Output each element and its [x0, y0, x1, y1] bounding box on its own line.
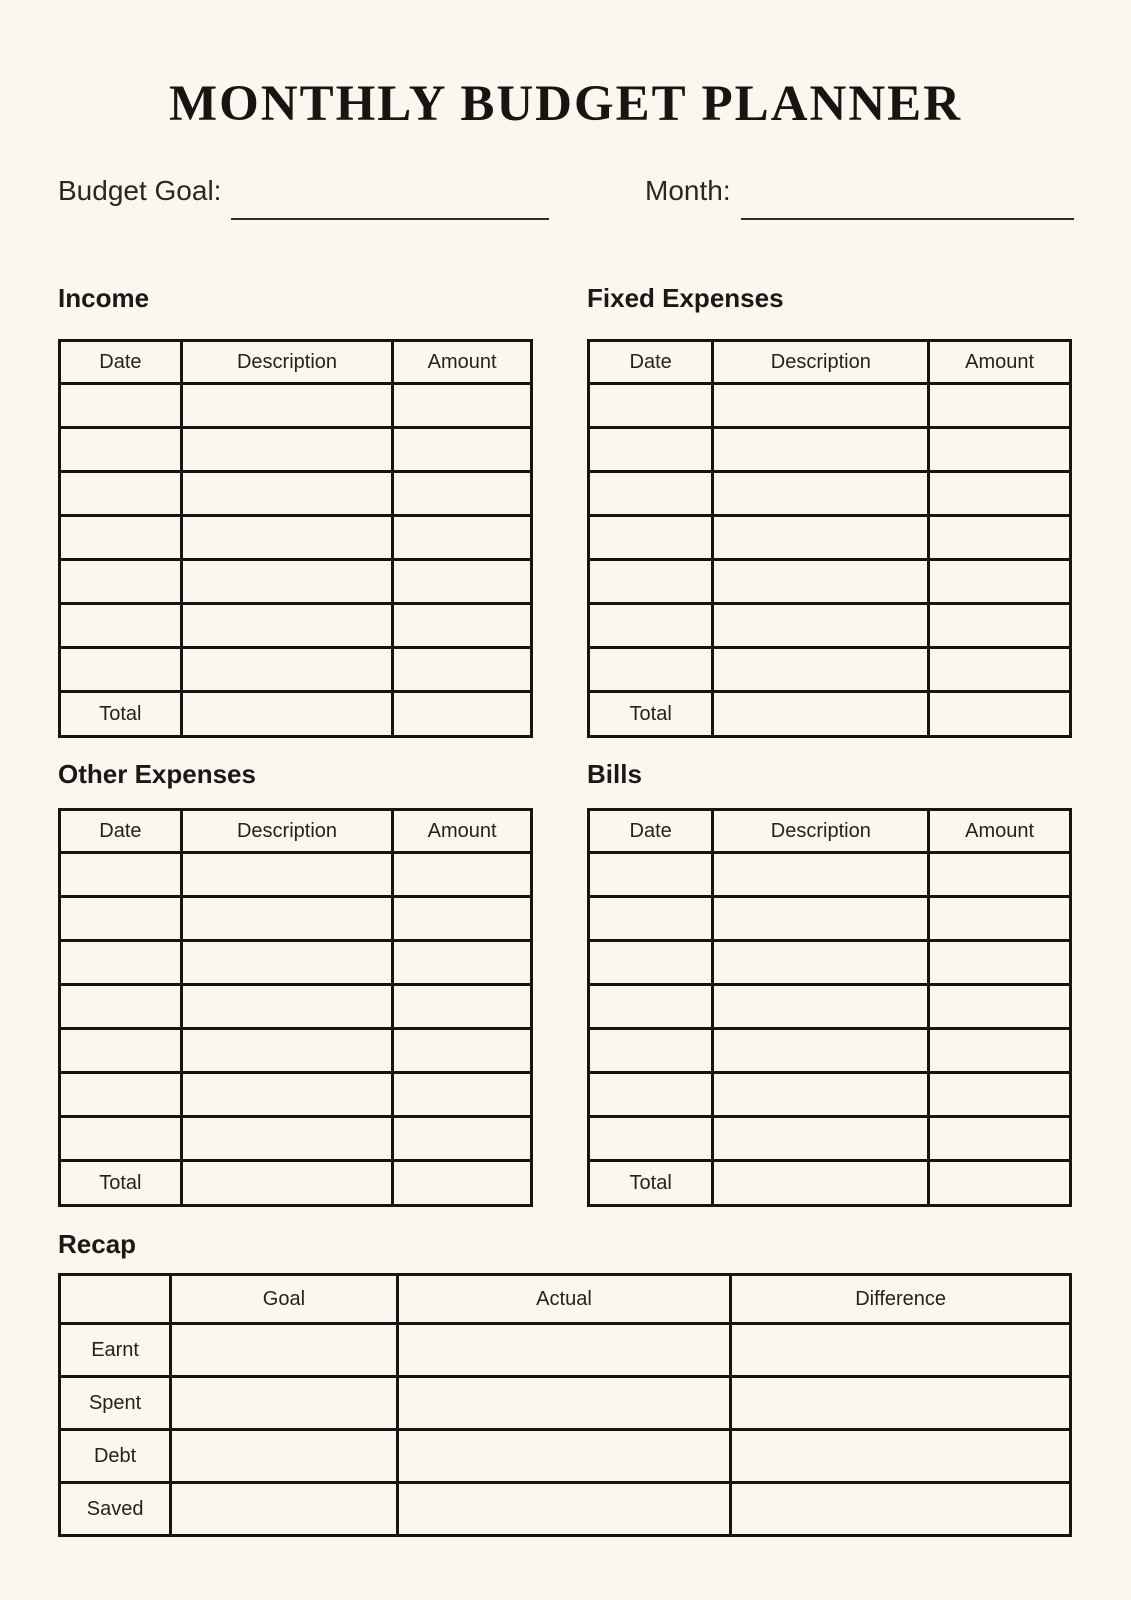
other_expenses-row-4-date-cell[interactable]: [60, 985, 182, 1029]
other_expenses-row-4: [60, 985, 532, 1029]
recap-row-earnt: [60, 1324, 1071, 1377]
bills-row-3-amount-cell[interactable]: [929, 941, 1071, 985]
income-row-1-amount-cell[interactable]: [393, 384, 532, 428]
recap-section: [58, 1228, 1072, 1537]
income-column-header-amount: Amount: [393, 341, 532, 384]
recap-row-debt: [60, 1430, 1071, 1483]
fixed_expenses-total-description-cell[interactable]: [713, 692, 929, 737]
other_expenses-row-4-description-cell[interactable]: [181, 985, 392, 1029]
income-row-5: [60, 560, 532, 604]
bills-table: [587, 808, 1072, 1207]
income-row-3-description-cell[interactable]: [181, 472, 392, 516]
other_expenses-row-3-description-cell[interactable]: [181, 941, 392, 985]
fixed_expenses-row-4: [589, 516, 1071, 560]
income-row-5-date-cell[interactable]: [60, 560, 182, 604]
income-row-2-description-cell[interactable]: [181, 428, 392, 472]
recap-debt-difference-cell[interactable]: [731, 1430, 1071, 1483]
income-row-4: [60, 516, 532, 560]
fixed_expenses-row-4-date-cell[interactable]: [589, 516, 713, 560]
income-section: [58, 282, 533, 738]
bills-total-description-cell[interactable]: [713, 1161, 929, 1206]
income-row-2-amount-cell[interactable]: [393, 428, 532, 472]
bills-row-3: [589, 941, 1071, 985]
other-expenses-table: [58, 808, 533, 1207]
header-fields-row: [58, 174, 1074, 220]
fixed-expenses-heading: Fixed Expenses: [587, 283, 784, 313]
fixed_expenses-row-4-description-cell[interactable]: [713, 516, 929, 560]
recap-row-saved: [60, 1483, 1071, 1536]
fixed_expenses-row-7-amount-cell[interactable]: [929, 648, 1071, 692]
fixed-expenses-table: [587, 339, 1072, 738]
income-column-header-date: Date: [60, 341, 182, 384]
bills-row-4-date-cell[interactable]: [589, 985, 713, 1029]
fixed_expenses-row-6-description-cell[interactable]: [713, 604, 929, 648]
other_expenses-total-row: [60, 1161, 532, 1206]
fixed_expenses-row-7-date-cell[interactable]: [589, 648, 713, 692]
fixed_expenses-row-3-date-cell[interactable]: [589, 472, 713, 516]
bills-row-2-description-cell[interactable]: [713, 897, 929, 941]
income-row-4-date-cell[interactable]: [60, 516, 182, 560]
bills-row-1-date-cell[interactable]: [589, 853, 713, 897]
income-row-1: [60, 384, 532, 428]
income-row-5-description-cell[interactable]: [181, 560, 392, 604]
bills-row-7: [589, 1117, 1071, 1161]
bills-row-5-amount-cell[interactable]: [929, 1029, 1071, 1073]
income-total-row: [60, 692, 532, 737]
income-heading: Income: [58, 283, 150, 313]
bills-section: [587, 758, 1072, 1207]
other_expenses-row-6-description-cell[interactable]: [181, 1073, 392, 1117]
bills-row-2: [589, 897, 1071, 941]
other_expenses-row-2-amount-cell[interactable]: [393, 897, 532, 941]
fixed_expenses-row-1-date-cell[interactable]: [589, 384, 713, 428]
bills-row-6-description-cell[interactable]: [713, 1073, 929, 1117]
other_expenses-total-description-cell[interactable]: [181, 1161, 392, 1206]
other_expenses-row-5-date-cell[interactable]: [60, 1029, 182, 1073]
recap-table: [58, 1273, 1072, 1537]
other_expenses-row-7: [60, 1117, 532, 1161]
bills-row-4: [589, 985, 1071, 1029]
fixed_expenses-row-6-date-cell[interactable]: [589, 604, 713, 648]
recap-debt-actual-cell[interactable]: [397, 1430, 731, 1483]
other_expenses-row-7-amount-cell[interactable]: [393, 1117, 532, 1161]
fixed_expenses-row-3-description-cell[interactable]: [713, 472, 929, 516]
fixed_expenses-column-header-amount: Amount: [929, 341, 1071, 384]
income-table: [58, 339, 533, 738]
budget-goal-label: Budget Goal:: [58, 175, 222, 206]
bills-row-5-description-cell[interactable]: [713, 1029, 929, 1073]
bills-row-5: [589, 1029, 1071, 1073]
bills-total-row: [589, 1161, 1071, 1206]
bills-total-label: Total: [589, 1161, 713, 1206]
bills-header-row: [589, 810, 1071, 853]
bills-row-4-description-cell[interactable]: [713, 985, 929, 1029]
income-header-row: [60, 341, 532, 384]
bills-row-7-amount-cell[interactable]: [929, 1117, 1071, 1161]
other_expenses-row-5-description-cell[interactable]: [181, 1029, 392, 1073]
other_expenses-row-3-amount-cell[interactable]: [393, 941, 532, 985]
fixed_expenses-row-4-amount-cell[interactable]: [929, 516, 1071, 560]
fixed_expenses-row-2: [589, 428, 1071, 472]
recap-heading: Recap: [58, 1229, 137, 1259]
other_expenses-column-header-date: Date: [60, 810, 182, 853]
other_expenses-row-3-date-cell[interactable]: [60, 941, 182, 985]
fixed_expenses-row-7: [589, 648, 1071, 692]
income-row-2: [60, 428, 532, 472]
other_expenses-row-2-description-cell[interactable]: [181, 897, 392, 941]
income-row-3-amount-cell[interactable]: [393, 472, 532, 516]
fixed_expenses-total-amount-cell[interactable]: [929, 692, 1071, 737]
recap-earnt-actual-cell[interactable]: [397, 1324, 731, 1377]
fixed_expenses-row-3: [589, 472, 1071, 516]
fixed_expenses-row-5-description-cell[interactable]: [713, 560, 929, 604]
month-field: [645, 174, 1074, 220]
recap-spent-goal-cell[interactable]: [171, 1377, 397, 1430]
bills-row-1-description-cell[interactable]: [713, 853, 929, 897]
income-row-7-date-cell[interactable]: [60, 648, 182, 692]
bills-column-header-description: Description: [713, 810, 929, 853]
fixed_expenses-row-6-amount-cell[interactable]: [929, 604, 1071, 648]
recap-saved-difference-cell[interactable]: [731, 1483, 1071, 1536]
other_expenses-row-1: [60, 853, 532, 897]
other_expenses-row-4-amount-cell[interactable]: [393, 985, 532, 1029]
fixed_expenses-row-2-description-cell[interactable]: [713, 428, 929, 472]
fixed_expenses-row-5: [589, 560, 1071, 604]
bills-row-6: [589, 1073, 1071, 1117]
other-expenses-section: [58, 758, 533, 1207]
recap-row-label-spent: Spent: [60, 1377, 171, 1430]
bills-heading: Bills: [587, 759, 642, 789]
recap-header-row: [60, 1275, 1071, 1324]
bills-row-6-amount-cell[interactable]: [929, 1073, 1071, 1117]
other_expenses-row-5: [60, 1029, 532, 1073]
recap-row-label-earnt: Earnt: [60, 1324, 171, 1377]
other_expenses-row-1-amount-cell[interactable]: [393, 853, 532, 897]
income-row-4-description-cell[interactable]: [181, 516, 392, 560]
other_expenses-row-2: [60, 897, 532, 941]
bills-row-2-amount-cell[interactable]: [929, 897, 1071, 941]
month-line[interactable]: [741, 178, 1074, 220]
other_expenses-row-7-date-cell[interactable]: [60, 1117, 182, 1161]
fixed_expenses-row-3-amount-cell[interactable]: [929, 472, 1071, 516]
other_expenses-row-7-description-cell[interactable]: [181, 1117, 392, 1161]
income-row-6: [60, 604, 532, 648]
fixed_expenses-row-1-description-cell[interactable]: [713, 384, 929, 428]
bills-row-1-amount-cell[interactable]: [929, 853, 1071, 897]
fixed_expenses-row-1: [589, 384, 1071, 428]
income-row-1-date-cell[interactable]: [60, 384, 182, 428]
income-total-amount-cell[interactable]: [393, 692, 532, 737]
other_expenses-total-label: Total: [60, 1161, 182, 1206]
income-row-7-amount-cell[interactable]: [393, 648, 532, 692]
recap-spent-actual-cell[interactable]: [397, 1377, 731, 1430]
income-row-1-description-cell[interactable]: [181, 384, 392, 428]
income-row-5-amount-cell[interactable]: [393, 560, 532, 604]
other_expenses-row-5-amount-cell[interactable]: [393, 1029, 532, 1073]
other_expenses-header-row: [60, 810, 532, 853]
fixed_expenses-total-label: Total: [589, 692, 713, 737]
fixed_expenses-header-row: [589, 341, 1071, 384]
income-row-7: [60, 648, 532, 692]
income-row-6-date-cell[interactable]: [60, 604, 182, 648]
recap-earnt-goal-cell[interactable]: [171, 1324, 397, 1377]
other_expenses-column-header-amount: Amount: [393, 810, 532, 853]
recap-column-header-goal: Goal: [171, 1275, 397, 1324]
tables-row-2: [58, 758, 1072, 1207]
income-row-6-description-cell[interactable]: [181, 604, 392, 648]
recap-row-label-debt: Debt: [60, 1430, 171, 1483]
bills-column-header-date: Date: [589, 810, 713, 853]
fixed_expenses-row-5-date-cell[interactable]: [589, 560, 713, 604]
other_expenses-row-6-amount-cell[interactable]: [393, 1073, 532, 1117]
other_expenses-row-6-date-cell[interactable]: [60, 1073, 182, 1117]
bills-column-header-amount: Amount: [929, 810, 1071, 853]
recap-debt-goal-cell[interactable]: [171, 1430, 397, 1483]
recap-saved-actual-cell[interactable]: [397, 1483, 731, 1536]
recap-saved-goal-cell[interactable]: [171, 1483, 397, 1536]
bills-row-7-date-cell[interactable]: [589, 1117, 713, 1161]
income-row-4-amount-cell[interactable]: [393, 516, 532, 560]
fixed-expenses-section: [587, 282, 1072, 738]
income-column-header-description: Description: [181, 341, 392, 384]
budget-goal-line[interactable]: [231, 178, 549, 220]
other_expenses-total-amount-cell[interactable]: [393, 1161, 532, 1206]
fixed_expenses-column-header-description: Description: [713, 341, 929, 384]
fixed_expenses-total-row: [589, 692, 1071, 737]
fixed_expenses-row-2-amount-cell[interactable]: [929, 428, 1071, 472]
other_expenses-row-1-date-cell[interactable]: [60, 853, 182, 897]
fixed_expenses-column-header-date: Date: [589, 341, 713, 384]
fixed_expenses-row-5-amount-cell[interactable]: [929, 560, 1071, 604]
other_expenses-row-3: [60, 941, 532, 985]
budget-goal-field: [58, 174, 549, 220]
other_expenses-row-2-date-cell[interactable]: [60, 897, 182, 941]
income-row-6-amount-cell[interactable]: [393, 604, 532, 648]
other_expenses-column-header-description: Description: [181, 810, 392, 853]
other-expenses-heading: Other Expenses: [58, 759, 256, 789]
bills-total-amount-cell[interactable]: [929, 1161, 1071, 1206]
recap-row-spent: [60, 1377, 1071, 1430]
recap-column-header-blank: [60, 1275, 171, 1324]
fixed_expenses-row-6: [589, 604, 1071, 648]
recap-earnt-difference-cell[interactable]: [731, 1324, 1071, 1377]
recap-column-header-actual: Actual: [397, 1275, 731, 1324]
tables-row-1: [58, 282, 1072, 738]
fixed_expenses-row-1-amount-cell[interactable]: [929, 384, 1071, 428]
recap-row-label-saved: Saved: [60, 1483, 171, 1536]
income-row-7-description-cell[interactable]: [181, 648, 392, 692]
income-total-label: Total: [60, 692, 182, 737]
bills-row-7-description-cell[interactable]: [713, 1117, 929, 1161]
page-title: MONTHLY BUDGET PLANNER: [168, 76, 963, 132]
month-label: Month:: [645, 175, 731, 206]
other_expenses-row-6: [60, 1073, 532, 1117]
other_expenses-row-1-description-cell[interactable]: [181, 853, 392, 897]
bills-row-4-amount-cell[interactable]: [929, 985, 1071, 1029]
income-row-3: [60, 472, 532, 516]
income-row-2-date-cell[interactable]: [60, 428, 182, 472]
fixed_expenses-row-2-date-cell[interactable]: [589, 428, 713, 472]
bills-row-3-description-cell[interactable]: [713, 941, 929, 985]
bills-row-6-date-cell[interactable]: [589, 1073, 713, 1117]
fixed_expenses-row-7-description-cell[interactable]: [713, 648, 929, 692]
bills-row-3-date-cell[interactable]: [589, 941, 713, 985]
bills-row-2-date-cell[interactable]: [589, 897, 713, 941]
income-row-3-date-cell[interactable]: [60, 472, 182, 516]
bills-row-5-date-cell[interactable]: [589, 1029, 713, 1073]
recap-spent-difference-cell[interactable]: [731, 1377, 1071, 1430]
bills-row-1: [589, 853, 1071, 897]
income-total-description-cell[interactable]: [181, 692, 392, 737]
recap-column-header-difference: Difference: [731, 1275, 1071, 1324]
